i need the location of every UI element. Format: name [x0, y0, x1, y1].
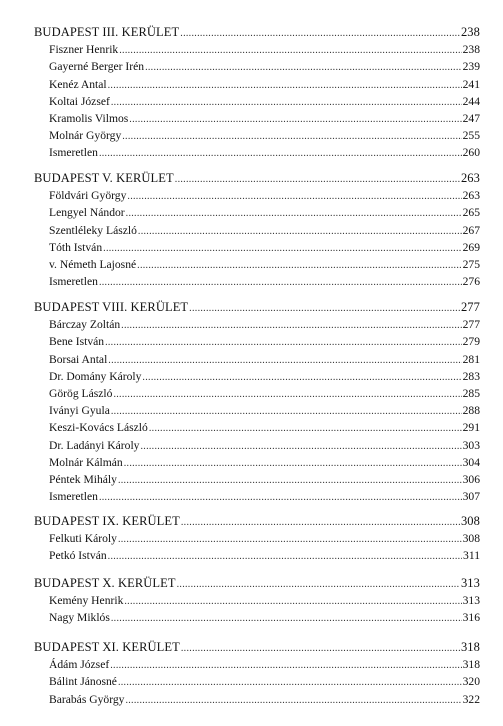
dot-leader [119, 41, 461, 59]
toc-entry [0, 351, 503, 368]
page-number: 291 [462, 421, 480, 435]
dot-leader [110, 656, 461, 674]
dot-leader [118, 673, 462, 691]
page-number: 322 [462, 692, 480, 706]
page-number: 288 [462, 404, 480, 418]
entry-name: Ádám József [49, 658, 110, 672]
entry-name: Dr. Ladányi Károly [49, 438, 140, 452]
toc-entry [0, 127, 503, 144]
page-number: 318 [462, 658, 480, 672]
toc-entry [0, 691, 503, 708]
page-number: 318 [460, 640, 480, 654]
dot-leader [121, 316, 461, 334]
heading-label: BUDAPEST X. KERÜLET [34, 576, 176, 590]
toc-entry [0, 239, 503, 256]
section-heading [0, 299, 503, 316]
dot-leader [138, 222, 462, 240]
toc-entry [0, 530, 503, 547]
page-number: 308 [460, 514, 480, 528]
toc-entry [0, 144, 503, 161]
page-number: 313 [460, 576, 480, 590]
dot-leader [99, 273, 462, 291]
dot-leader [111, 93, 462, 111]
dot-leader [118, 530, 462, 548]
toc-entry [0, 58, 503, 75]
toc-entry [0, 368, 503, 385]
toc-entry [0, 454, 503, 471]
toc-section-district-v [0, 170, 503, 290]
toc-entry [0, 656, 503, 673]
heading-label: BUDAPEST V. KERÜLET [34, 171, 174, 185]
page-number: 267 [462, 223, 480, 237]
page-number: 263 [460, 171, 480, 185]
entry-name: Bárczay Zoltán [49, 318, 121, 332]
section-heading [0, 575, 503, 592]
page-number: 311 [463, 549, 480, 563]
entry-name: Barabás György [49, 692, 125, 706]
section-heading [0, 513, 503, 530]
toc-entry [0, 385, 503, 402]
toc-section-district-viii [0, 299, 503, 505]
dot-leader [124, 454, 462, 472]
entry-name: Lengyel Nándor [49, 206, 125, 220]
entry-name: Felkuti Károly [49, 532, 117, 546]
dot-leader [108, 351, 461, 369]
toc-entry [0, 93, 503, 110]
page-number: 316 [462, 611, 480, 625]
toc-entry [0, 547, 503, 564]
page-number: 265 [462, 206, 480, 220]
page-number: 275 [462, 257, 480, 271]
section-heading [0, 170, 503, 187]
entry-name: Péntek Mihály [49, 472, 117, 486]
entry-name: Keszi-Kovács László [49, 421, 148, 435]
toc-entry [0, 256, 503, 273]
entry-name: Ismeretlen [49, 146, 98, 160]
entry-name: Nagy Miklós [49, 611, 110, 625]
dot-leader [99, 488, 462, 506]
page-number: 247 [462, 111, 480, 125]
page-number: 238 [460, 25, 480, 39]
page-number: 260 [462, 146, 480, 160]
entry-name: Gayerné Berger Irén [49, 60, 145, 74]
toc-entry [0, 222, 503, 239]
toc-entry [0, 110, 503, 127]
dot-leader [111, 609, 462, 627]
toc-entry [0, 333, 503, 350]
entry-name: Kenéz Antal [49, 77, 107, 91]
page-number: 313 [462, 594, 480, 608]
dot-leader [127, 187, 461, 205]
dot-leader [177, 575, 460, 593]
entry-name: Tóth István [49, 240, 103, 254]
section-heading [0, 639, 503, 656]
page-number: 239 [462, 60, 480, 74]
dot-leader [118, 471, 462, 489]
dot-leader [181, 639, 460, 657]
heading-label: BUDAPEST XI. KERÜLET [34, 640, 180, 654]
dot-leader [122, 127, 461, 145]
page-number: 308 [462, 532, 480, 546]
entry-name: Görög László [49, 386, 113, 400]
toc-entry [0, 609, 503, 626]
page-number: 241 [462, 77, 480, 91]
toc-section-district-iii [0, 24, 503, 162]
dot-leader [180, 24, 460, 42]
dot-leader [99, 144, 462, 162]
entry-name: Bálint Jánosné [49, 675, 117, 689]
toc-entry [0, 187, 503, 204]
dot-leader [149, 419, 462, 437]
entry-name: Ismeretlen [49, 490, 98, 504]
entry-name: Bene István [49, 335, 105, 349]
page-number: 263 [462, 189, 480, 203]
dot-leader [125, 691, 461, 709]
section-heading [0, 24, 503, 41]
entry-name: v. Németh Lajosné [49, 257, 137, 271]
page-number: 269 [462, 240, 480, 254]
dot-leader [140, 437, 461, 455]
entry-name: Kramolis Vilmos [49, 111, 129, 125]
dot-leader [142, 368, 461, 386]
toc-entry [0, 419, 503, 436]
page-number: 277 [462, 318, 480, 332]
toc-entry [0, 471, 503, 488]
page-number: 276 [462, 275, 480, 289]
page-number: 304 [462, 455, 480, 469]
entry-name: Ismeretlen [49, 275, 98, 289]
page-number: 238 [462, 43, 480, 57]
page-number: 255 [462, 129, 480, 143]
toc-section-district-ix [0, 513, 503, 565]
toc-entry [0, 316, 503, 333]
dot-leader [113, 385, 461, 403]
page-number: 320 [462, 675, 480, 689]
toc-entry [0, 41, 503, 58]
entry-name: Fiszner Henrik [49, 43, 119, 57]
heading-label: BUDAPEST IX. KERÜLET [34, 514, 180, 528]
dot-leader [145, 58, 462, 76]
dot-leader [105, 333, 462, 351]
page-number: 285 [462, 386, 480, 400]
toc-entry [0, 673, 503, 690]
dot-leader [103, 239, 461, 257]
toc-entry [0, 592, 503, 609]
entry-name: Dr. Domány Károly [49, 369, 142, 383]
toc-entry [0, 437, 503, 454]
entry-name: Szentléleky László [49, 223, 137, 237]
toc-entry [0, 273, 503, 290]
page-number: 283 [462, 369, 480, 383]
page-number: 277 [460, 300, 480, 314]
dot-leader [189, 299, 460, 317]
entry-name: Földvári György [49, 189, 127, 203]
toc-entry [0, 204, 503, 221]
toc-section-district-x [0, 575, 503, 627]
entry-name: Iványi Gyula [49, 404, 110, 418]
dot-leader [126, 204, 462, 222]
entry-name: Petkó István [49, 549, 107, 563]
toc-entry [0, 488, 503, 505]
page-number: 307 [462, 490, 480, 504]
dot-leader [181, 513, 460, 531]
toc-entry [0, 402, 503, 419]
dot-leader [124, 592, 461, 610]
entry-name: Molnár György [49, 129, 122, 143]
page-number: 303 [462, 438, 480, 452]
entry-name: Borsai Antal [49, 352, 108, 366]
heading-label: BUDAPEST VIII. KERÜLET [34, 300, 189, 314]
dot-leader [111, 402, 462, 420]
toc-entry [0, 76, 503, 93]
page-number: 281 [462, 352, 480, 366]
page-number: 244 [462, 94, 480, 108]
page-number: 279 [462, 335, 480, 349]
heading-label: BUDAPEST III. KERÜLET [34, 25, 180, 39]
entry-name: Kemény Henrik [49, 594, 124, 608]
dot-leader [175, 170, 460, 188]
dot-leader [129, 110, 461, 128]
toc-section-district-xi [0, 639, 503, 708]
dot-leader [108, 547, 462, 565]
page-number: 306 [462, 472, 480, 486]
dot-leader [108, 76, 462, 94]
entry-name: Molnár Kálmán [49, 455, 123, 469]
dot-leader [137, 256, 461, 274]
entry-name: Koltai József [49, 94, 110, 108]
